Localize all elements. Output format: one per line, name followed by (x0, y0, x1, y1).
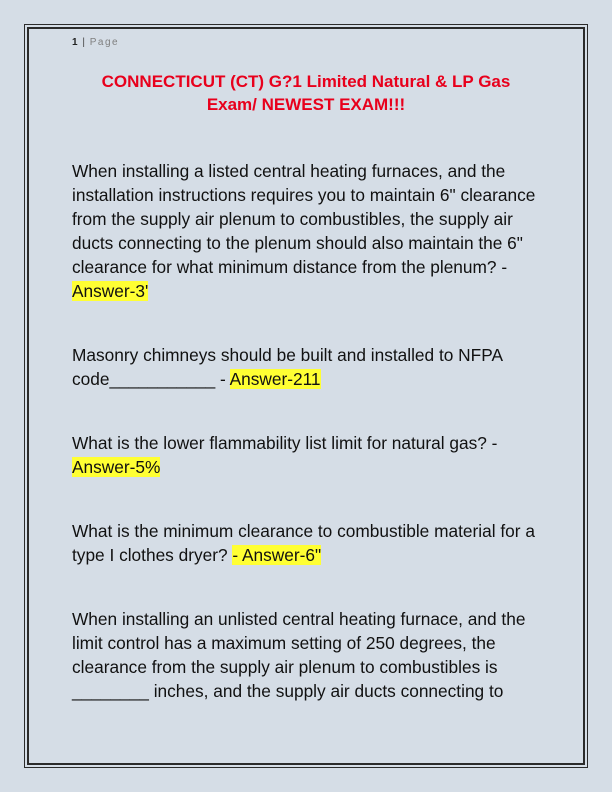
question-block-5 (72, 607, 550, 703)
question-block-4 (72, 519, 550, 567)
question-text: Masonry chimneys should be built and installed to NFPA code___________ - (72, 345, 503, 389)
page-word: Page (89, 37, 120, 48)
question-block-1 (72, 159, 550, 303)
answer-text: Answer-211 (229, 369, 321, 389)
question-text: When installing a listed central heating furnaces, and the installation instructions requires you to maintain 6" clearance from the supply air plenum to combustibles, the supply air ducts connecting to the plenum should also maintain the 6" clearance for what minimum distance from the plenum? - (72, 161, 536, 277)
answer-text: - Answer-6" (232, 545, 322, 565)
title-line-2: Exam/ NEWEST EXAM!!! (206, 95, 406, 114)
document-title (72, 70, 540, 116)
question-text: When installing an unlisted central heating furnace, and the limit control has a maximum setting of 250 degrees, the clearance from the supply air plenum to combustibles is ________ inches, and the supply air ducts connecting to (72, 609, 526, 701)
page-number: 1 (72, 37, 78, 48)
page-number-separator: | (82, 37, 85, 48)
answer-text: Answer-5% (72, 457, 161, 477)
question-block-2 (72, 343, 550, 391)
question-block-3 (72, 431, 550, 479)
question-text: What is the lower flammability list limit for natural gas? - (72, 433, 498, 453)
question-text: What is the minimum clearance to combustible material for a type I clothes dryer? (72, 521, 535, 565)
page-number-header (72, 37, 119, 48)
answer-text: Answer-3' (72, 281, 149, 301)
title-line-1: CONNECTICUT (CT) G?1 Limited Natural & LP Gas (101, 72, 511, 91)
